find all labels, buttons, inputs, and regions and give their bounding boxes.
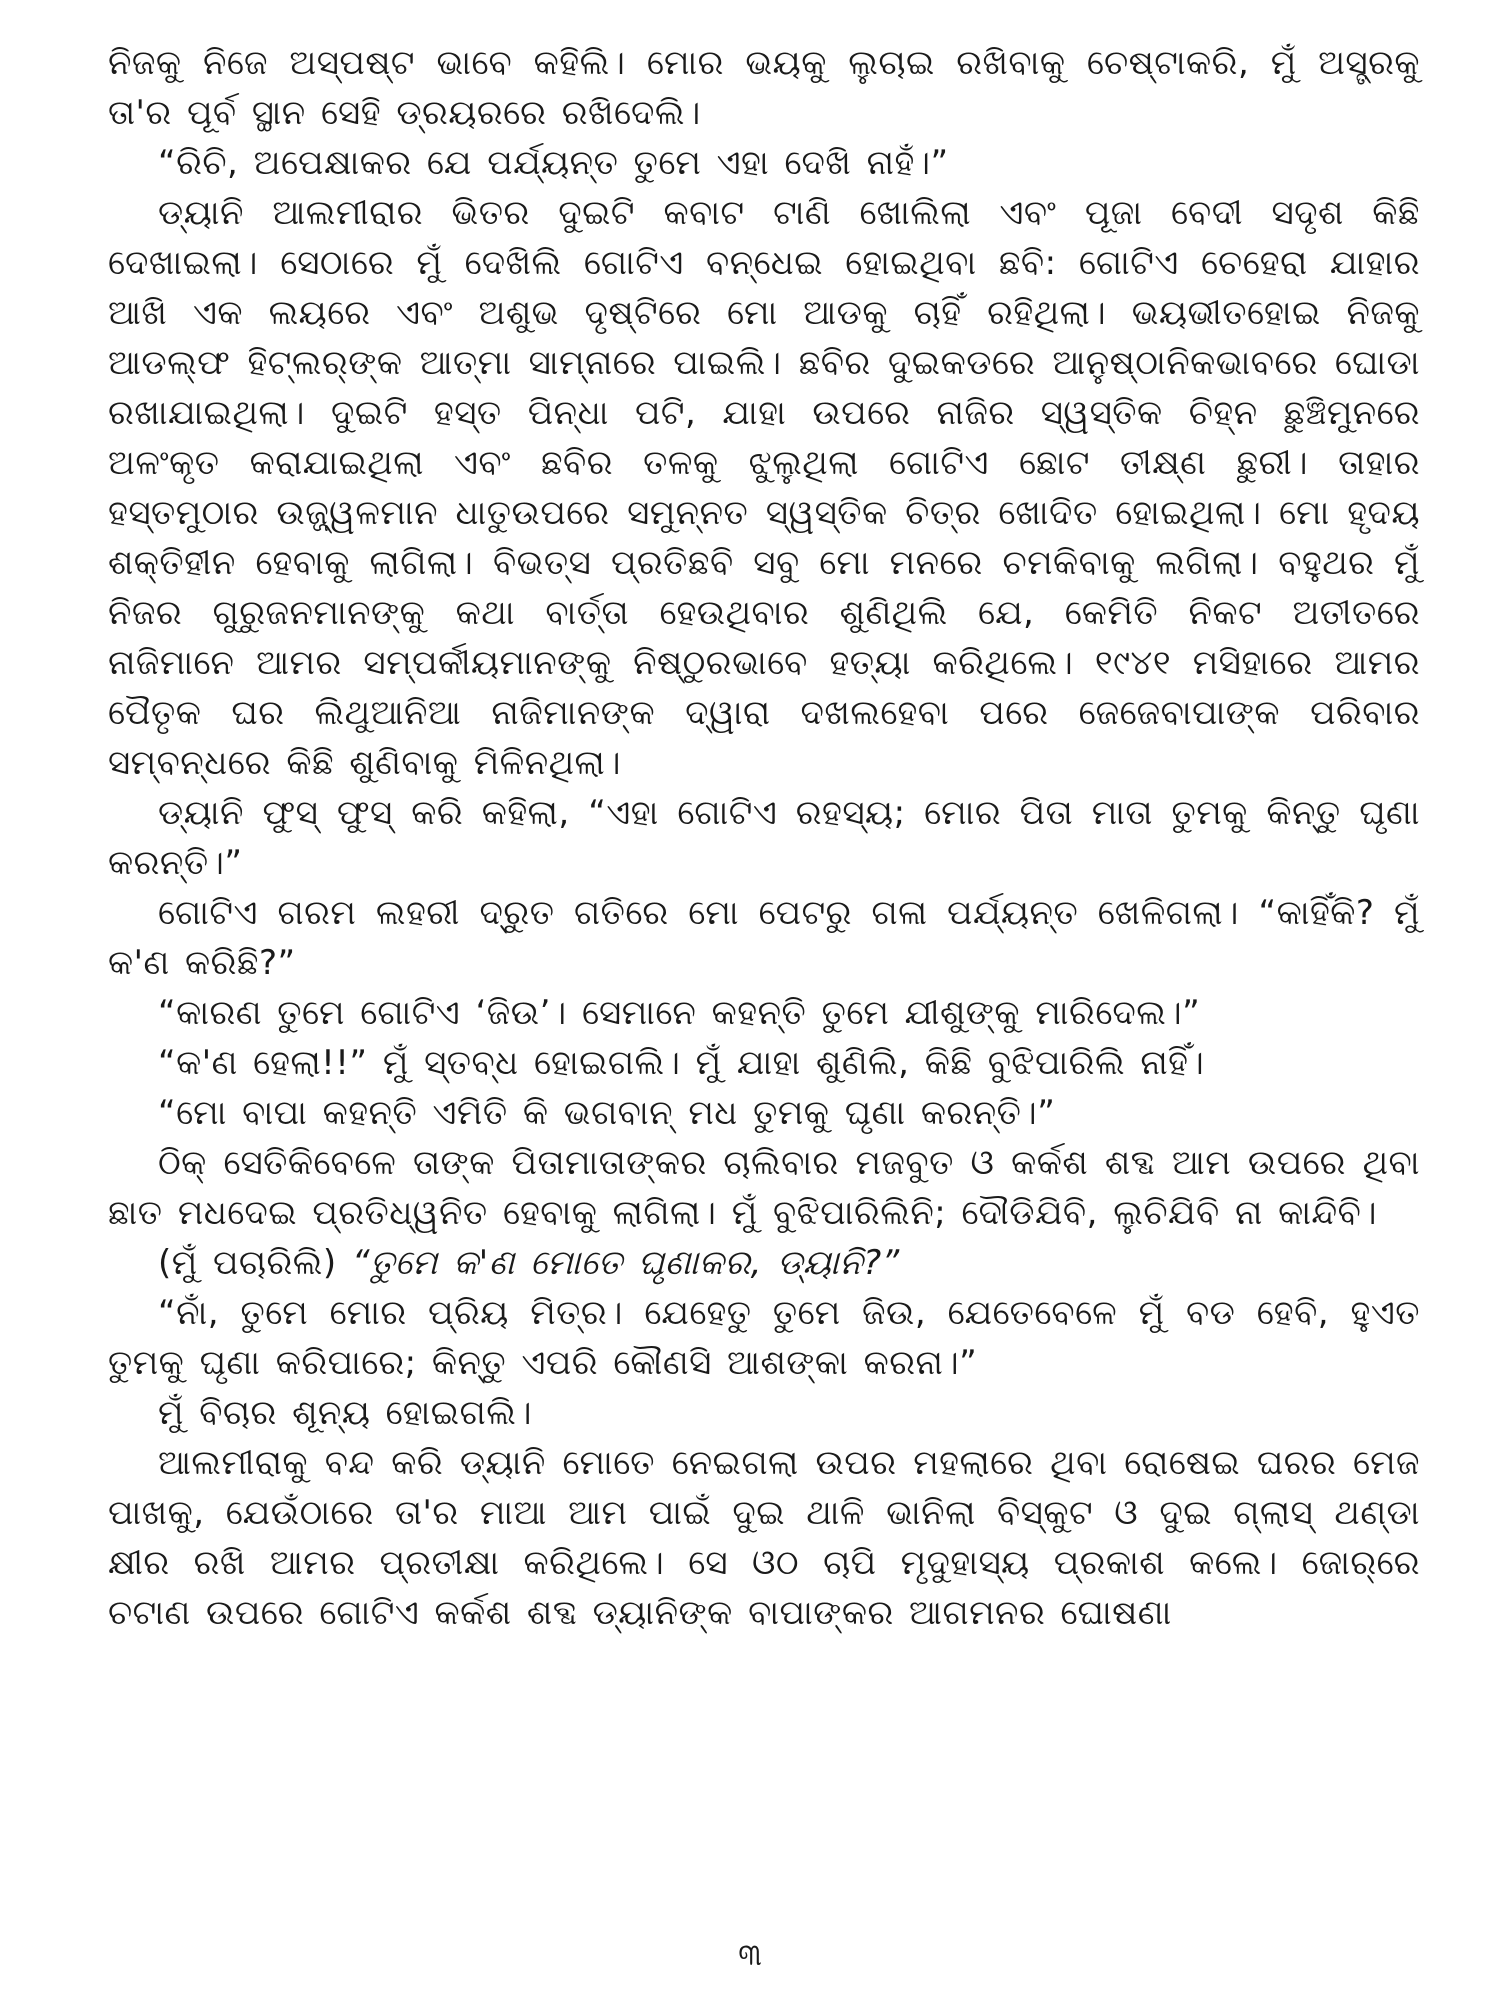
paragraph-6: “କାରଣ ତୁମେ ଗୋଟିଏ ‘ଜିଉ’। ସେମାନେ କହନ୍ତି ତୁମେ ଯୀଶୁଙ୍କୁ ମାରିଦେଲ।” bbox=[158, 993, 1201, 1033]
paragraph-10 bbox=[108, 1238, 1420, 1288]
paragraph-5: ଗୋଟିଏ ଗରମ ଲହରୀ ଦ୍ରୁତ ଗତିରେ ମୋ ପେଟରୁ ଗଳା ପର୍ଯ୍ୟନ୍ତ ଖେଳିଗଲା। “କାହିଁକି? ମୁଁ କ'ଣ କରିଛି?” bbox=[108, 893, 1420, 983]
page-body bbox=[108, 38, 1420, 1918]
paragraph-11: “ନାଁ, ତୁମେ ମୋର ପ୍ରିୟ ମିତ୍ର। ଯେହେତୁ ତୁମେ ଜିଉ, ଯେତେବେଳେ ମୁଁ ବଡ ହେବି, ହୁଏତ ତୁମକୁ ଘୃଣା କରିପାରେ; କିନ୍ତୁ ଏପରି କୌଣସି ଆଶଙ୍କା କରନା।” bbox=[108, 1293, 1420, 1383]
paragraph-9: ଠିକ୍ ସେତିକିବେଳେ ତାଙ୍କ ପିତାମାତାଙ୍କର ଚାଲିବାର ମଜବୁତ ଓ କର୍କଶ ଶବ୍ଦ ଆମ ଉପରେ ଥିବା ଛାତ ମଧଦେଇ ପ୍ରତିଧ୍ୱନିତ ହେବାକୁ ଲାଗିଲା। ମୁଁ ବୁଝିପାରିଲିନି; ଦୌଡିଯିବି, ଲୁଚିଯିବି ନା କାନ୍ଦିବି। bbox=[108, 1143, 1420, 1233]
paragraph-1: ନିଜକୁ ନିଜେ ଅସ୍ପଷ୍ଟ ଭାବେ କହିଲି। ମୋର ଭୟକୁ ଲୁଚାଇ ରଖିବାକୁ ଚେଷ୍ଟାକରି, ମୁଁ ଅସ୍ତ୍ରକୁ ତା'ର ପୂର୍ବ ସ୍ଥାନ ସେହି ଡ୍ରୟରରେ ରଖିଦେଲି। bbox=[108, 43, 1420, 133]
paragraph-10-italic: “ତୁମେ କ'ଣ ମୋତେ ଘୃଣାକର, ଡ୍ୟାନି?” bbox=[351, 1243, 900, 1283]
paragraph-10-lead: (ମୁଁ ପଚାରିଲି) bbox=[158, 1243, 352, 1283]
page-number: ୩ bbox=[738, 1938, 762, 1973]
paragraph-12: ମୁଁ ବିଚାର ଶୂନ୍ୟ ହୋଇଗଲି। bbox=[158, 1393, 533, 1433]
paragraph-4: ଡ୍ୟାନି ଫୁସ୍ ଫୁସ୍ କରି କହିଲା, “ଏହା ଗୋଟିଏ ରହସ୍ୟ; ମୋର ପିତା ମାତା ତୁମକୁ କିନ୍ତୁ ଘୃଣା କରନ୍ତି।” bbox=[108, 793, 1420, 883]
paragraph-8: “ମୋ ବାପା କହନ୍ତି ଏମିତି କି ଭଗବାନ୍ ମଧ ତୁମକୁ ଘୃଣା କରନ୍ତି।” bbox=[158, 1093, 1056, 1133]
paragraph-2: “ରିଚି, ଅପେକ୍ଷାକର ଯେ ପର୍ଯ୍ୟନ୍ତ ତୁମେ ଏହା ଦେଖି ନାହଁ।” bbox=[158, 143, 949, 183]
paragraph-7: “କ'ଣ ହେଲା!!” ମୁଁ ସ୍ତବ୍ଧ ହୋଇଗଲି। ମୁଁ ଯାହା ଶୁଣିଲି, କିଛି ବୁଝିପାରିଲି ନାହିଁ। bbox=[158, 1043, 1205, 1083]
paragraph-13: ଆଲମୀରାକୁ ବନ୍ଦ କରି ଡ୍ୟାନି ମୋତେ ନେଇଗଲା ଉପର ମହଲାରେ ଥିବା ରୋଷେଇ ଘରର ମେଜ ପାଖକୁ, ଯେଉଁଠାରେ ତା'ର ମାଆ ଆମ ପାଇଁ ଦୁଇ ଥାଳି ଭାନିଲା ବିସ୍କୁଟ ଓ ଦୁଇ ଗ୍ଲାସ୍ ଥଣ୍ଡା କ୍ଷୀର ରଖି ଆମର ପ୍ରତୀକ୍ଷା କରିଥିଲେ। ସେ ଓଠ ଚାପି ମୃଦୁହାସ୍ୟ ପ୍ରକାଶ କଲେ। ଜୋର୍‌ରେ ଚଟାଣ ଉପରେ ଗୋଟିଏ କର୍କଶ ଶବ୍ଦ ଡ୍ୟାନିଙ୍କ ବାପାଙ୍କର ଆଗମନର ଘୋଷଣା bbox=[108, 1443, 1420, 1633]
paragraph-3: ଡ୍ୟାନି ଆଲମୀରାର ଭିତର ଦୁଇଟି କବାଟ ଟାଣି ଖୋଲିଲା ଏବଂ ପୂଜା ବେଦୀ ସଦୃଶ କିଛି ଦେଖାଇଲା। ସେଠାରେ ମୁଁ ଦେଖିଲି ଗୋଟିଏ ବନ୍ଧେଇ ହୋଇଥିବା ଛବି: ଗୋଟିଏ ଚେହେରା ଯାହାର ଆଖି ଏକ ଲୟରେ ଏବଂ ଅଶୁଭ ଦୃଷ୍ଟିରେ ମୋ ଆଡକୁ ଚାହିଁ ରହିଥିଲା। ଭୟଭୀତହୋଇ ନିଜକୁ ଆଡଲ୍‌ଫ ହିଟ୍‌ଲର୍‌ଙ୍କ ଆତ୍ମା ସାମ୍ନାରେ ପାଇଲି। ଛବିର ଦୁଇକଡରେ ଆନୁଷ୍ଠାନିକଭାବରେ ଘୋଡା ରଖାଯାଇଥିଲା। ଦୁଇଟି ହସ୍ତ ପିନ୍ଧା ପଟି, ଯାହା ଉପରେ ନାଜିର ସ୍ୱସ୍ତିକ ଚିହ୍ନ ଛୁଞ୍ଚିମୁନରେ ଅଳଂକୃତ କରାଯାଇଥିଲା ଏବଂ ଛବିର ତଳକୁ ଝୁଲୁଥିଲା ଗୋଟିଏ ଛୋଟ ତୀକ୍ଷ୍ଣ ଛୁରୀ। ତାହାର ହସ୍ତମୁଠାର ଉଜ୍ଜ୍ୱଳମାନ ଧାତୁଉପରେ ସମୁନ୍ନତ ସ୍ୱସ୍ତିକ ଚିତ୍ର ଖୋଦିତ ହୋଇଥିଲା। ମୋ ହୃଦୟ ଶକ୍ତିହୀନ ହେବାକୁ ଲାଗିଲା। ବିଭତ୍ସ ପ୍ରତିଛବି ସବୁ ମୋ ମନରେ ଚମକିବାକୁ ଲଗିଲା। ବହୁଥର ମୁଁ ନିଜର ଗୁରୁଜନମାନଙ୍କୁ କଥା ବାର୍ତ୍ତା ହେଉଥିବାର ଶୁଣିଥିଲି ଯେ, କେମିତି ନିକଟ ଅତୀତରେ ନାଜିମାନେ ଆମର ସମ୍ପର୍କୀୟମାନଙ୍କୁ ନିଷ୍ଠୁରଭାବେ ହତ୍ୟା କରିଥିଲେ। ୧୯୪୧ ମସିହାରେ ଆମର ପୈତୃକ ଘର ଲିଥୁଆନିଆ ନାଜିମାନଙ୍କ ଦ୍ୱାରା ଦଖଲହେବା ପରେ ଜେଜେବାପାଙ୍କ ପରିବାର ସମ୍ବନ୍ଧରେ କିଛି ଶୁଣିବାକୁ ମିଳିନଥିଲା। bbox=[108, 193, 1420, 783]
